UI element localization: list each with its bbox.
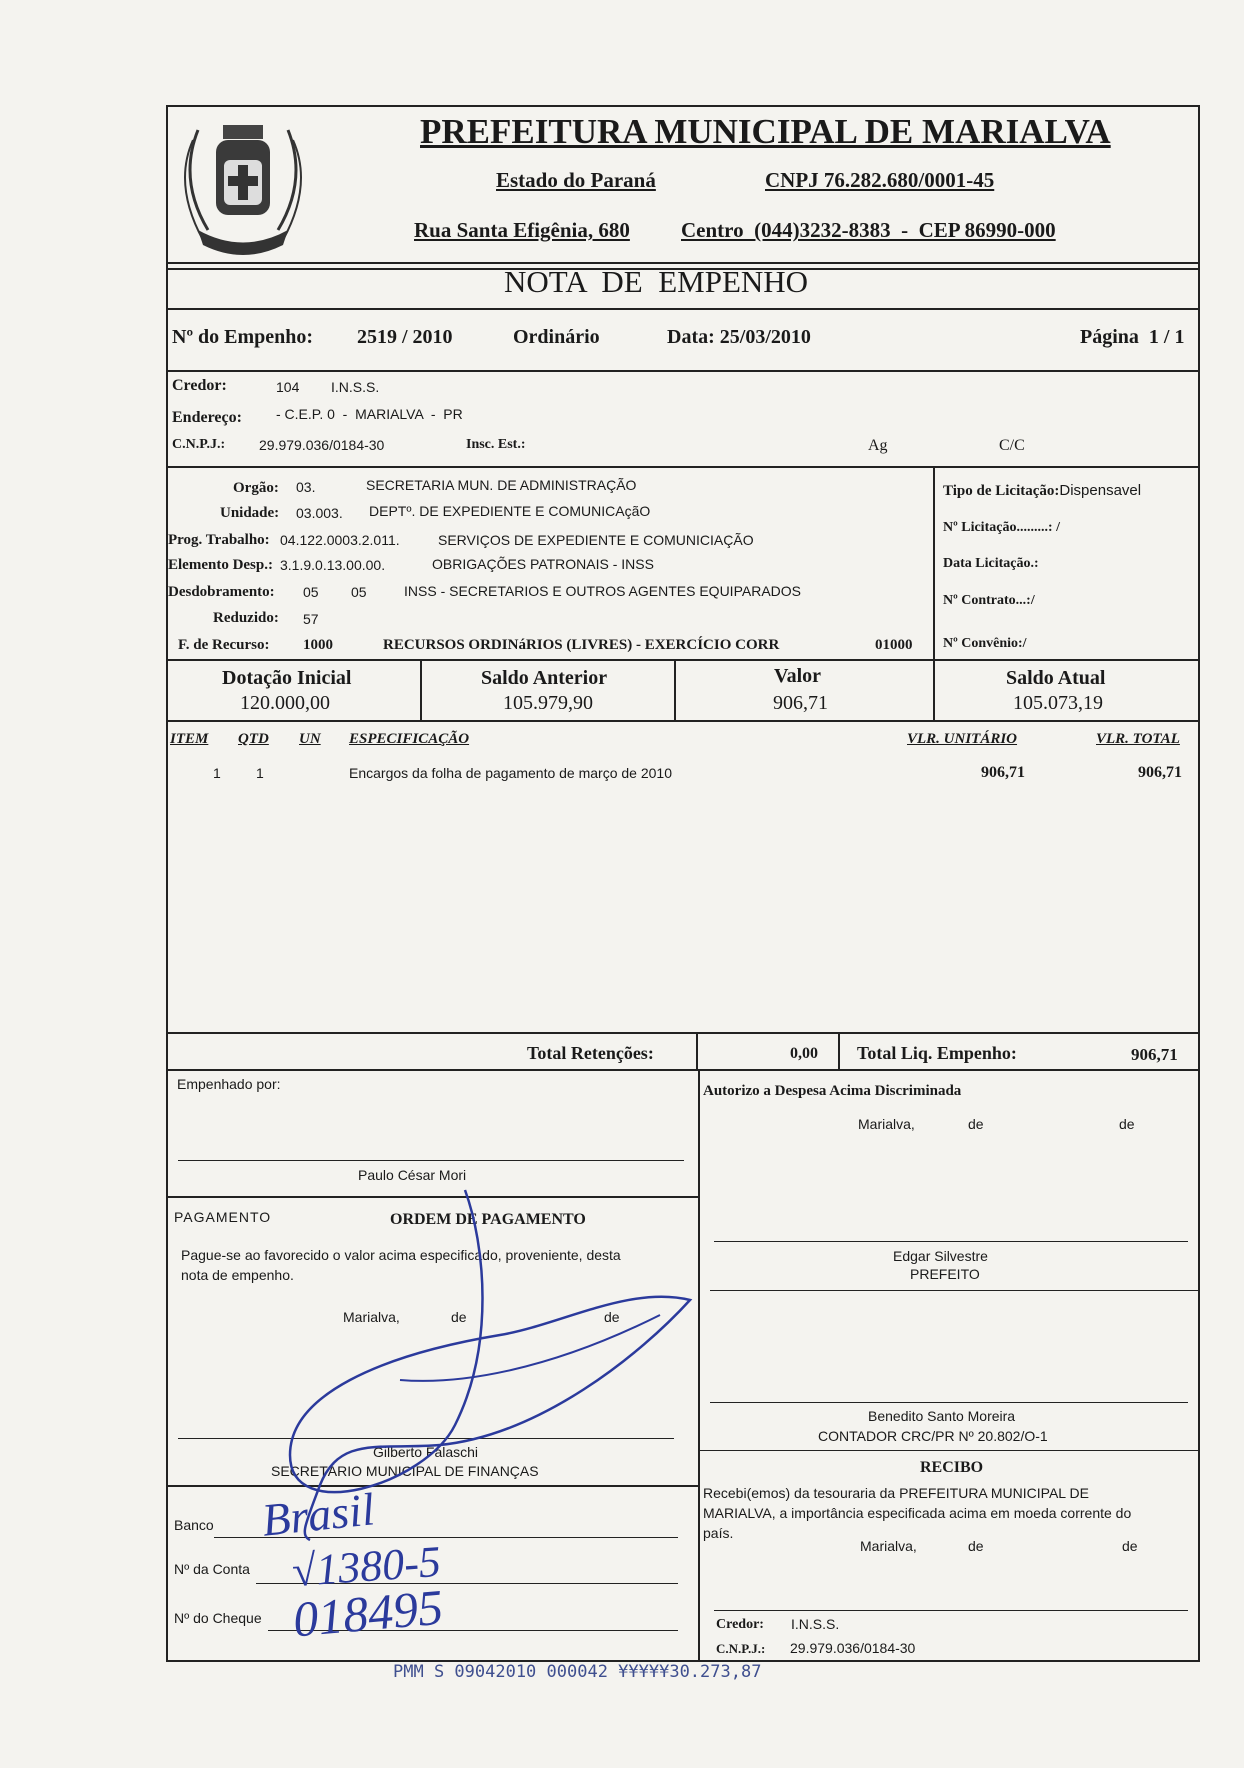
valor-value: 906,71 [773,692,828,714]
empenho-type: Ordinário [513,326,600,348]
recurso-name: RECURSOS ORDINáRIOS (LIVRES) - EXERCÍCIO CORR [383,637,780,653]
tipo-licitacao [943,482,1141,500]
empenho-number-label: Nº do Empenho: [172,326,314,348]
contrato: Nº Contrato...:/ [943,593,1035,608]
col-especificacao: ESPECIFICAÇÃO [349,731,470,747]
numero-licitacao: Nº Licitação.........: / [943,520,1060,535]
secretario-title: SECRETÁRIO MUNICIPAL DE FINANÇAS [271,1463,539,1479]
ordem-de2: de [604,1309,620,1325]
dotacao-label: Dotação Inicial [222,667,352,689]
recurso-code: 1000 [303,637,333,653]
ordem-pagamento-label: ORDEM DE PAGAMENTO [390,1211,586,1228]
header-contact: Centro (044)3232-8383 - CEP 86990-000 [681,218,1056,242]
cheque-label: Nº do Cheque [174,1610,262,1626]
saldo-atual-value: 105.073,19 [1013,692,1103,714]
credor-label: Credor: [172,377,227,394]
saldo-anterior-label: Saldo Anterior [481,667,608,689]
recibo-credor-value: I.N.S.S. [791,1616,840,1632]
orgao-label: Orgão: [233,480,279,496]
recibo-text-1: Recebi(emos) da tesouraria da PREFEITURA MUNICIPAL DE [703,1485,1089,1501]
prog-label: Prog. Trabalho: [168,532,270,548]
recibo-cnpj-label: C.N.P.J.: [716,1641,766,1656]
banco-label: Banco [174,1517,214,1533]
col-vlr-unitario: VLR. UNITÁRIO [907,731,1018,747]
endereco-value: - C.E.P. 0 - MARIALVA - PR [276,406,463,422]
cc-label: C/C [999,437,1025,454]
prog-code: 04.122.0003.2.011. [280,532,400,548]
recibo-de1: de [968,1538,984,1554]
ordem-city: Marialva, [343,1309,400,1325]
recibo-text-3: país. [703,1525,734,1541]
ordem-de1: de [451,1309,467,1325]
elem-name: OBRIGAÇÕES PATRONAIS - INSS [432,556,654,572]
stamp-text: PMM S 09042010 000042 ¥¥¥¥¥30.273,87 [393,1662,762,1682]
row-qtd: 1 [256,765,264,781]
row-especificacao: Encargos da folha de pagamento de março de 2010 [349,765,673,781]
cnpj-label: C.N.P.J.: [172,437,226,452]
autorizo-label: Autorizo a Despesa Acima Discriminada [703,1083,962,1099]
recibo-text-2: MARIALVA, a importância especificada acima em moeda corrente do [703,1505,1132,1521]
pague-text: Pague-se ao favorecido o valor acima especificado, proveniente, desta [181,1247,621,1263]
desd-name: INSS - SECRETARIOS E OUTROS AGENTES EQUIPARADOS [404,583,801,599]
row-vlr-total: 906,71 [1138,764,1182,781]
dotacao-value: 120.000,00 [240,692,330,714]
total-liq-label: Total Liq. Empenho: [857,1043,1017,1063]
col-un: UN [299,731,321,747]
data-licitacao: Data Licitação.: [943,556,1039,571]
orgao-code: 03. [296,479,316,495]
unidade-code: 03.003. [296,505,343,521]
signatory-paulo: Paulo César Mori [358,1167,467,1183]
col-item: ITEM [170,731,209,747]
convenio: Nº Convênio:/ [943,636,1027,651]
banco-handwritten: Brasil [259,1483,377,1546]
header-title: PREFEITURA MUNICIPAL DE MARIALVA [420,112,1111,151]
desd-a: 05 [303,584,319,600]
col-qtd: QTD [238,731,269,747]
pagamento-label: PAGAMENTO [174,1209,272,1225]
items-box [166,720,1200,1034]
conta-label: Nº da Conta [174,1561,250,1577]
credor-code: 104 [276,379,300,395]
desd-label: Desdobramento: [168,584,275,600]
credor-name: I.N.S.S. [331,379,380,395]
empenhado-por-label: Empenhado por: [177,1076,281,1092]
recibo-cnpj-value: 29.979.036/0184-30 [790,1640,916,1656]
autorizo-de2: de [1119,1116,1135,1132]
recibo-credor-label: Credor: [716,1617,764,1632]
orgao-name: SECRETARIA MUN. DE ADMINISTRAÇÃO [366,477,637,493]
elem-code: 3.1.9.0.13.00.00. [280,557,386,573]
prefeito-title: PREFEITO [910,1266,980,1282]
desd-b: 05 [351,584,367,600]
saldo-anterior-value: 105.979,90 [503,692,593,714]
retencoes-label: Total Retenções: [527,1043,654,1063]
total-liq-value: 906,71 [1131,1045,1178,1064]
signature-scribble-icon [260,1185,680,1545]
reduzido-value: 57 [303,611,319,627]
col-vlr-total: VLR. TOTAL [1096,731,1180,747]
tipo-licitacao-value: Dispensavel [1059,482,1142,499]
marialva-coat-of-arms-icon [168,110,318,260]
document-title: NOTA DE EMPENHO [504,264,809,299]
unidade-name: DEPTº. DE EXPEDIENTE E COMUNICAçãO [369,503,651,519]
recibo-city: Marialva, [860,1538,917,1554]
valor-label: Valor [774,665,822,687]
recurso-label: F. de Recurso: [178,637,270,653]
header-address: Rua Santa Efigênia, 680 [414,218,630,242]
cnpj-value: 29.979.036/0184-30 [259,437,385,453]
reduzido-label: Reduzido: [213,610,279,626]
row-vlr-unitario: 906,71 [981,764,1025,781]
empenho-number: 2519 / 2010 [357,326,453,348]
signatory-gilberto: Gilberto Falaschi [373,1444,479,1460]
autorizo-de1: de [968,1116,984,1132]
prog-name: SERVIÇOS DE EXPEDIENTE E COMUNICIAÇÃO [438,532,754,548]
contador-title: CONTADOR CRC/PR Nº 20.802/O-1 [818,1428,1048,1444]
header-cnpj: CNPJ 76.282.680/0001-45 [765,168,995,192]
elem-label: Elemento Desp.: [168,557,273,573]
saldo-atual-label: Saldo Atual [1006,667,1106,689]
pague-text2: nota de empenho. [181,1267,294,1283]
unidade-label: Unidade: [220,505,280,521]
recibo-de2: de [1122,1538,1138,1554]
recibo-label: RECIBO [920,1459,984,1476]
signatory-benedito: Benedito Santo Moreira [868,1408,1016,1424]
signatory-edgar: Edgar Silvestre [893,1248,988,1264]
tipo-licitacao-label: Tipo de Licitação: [943,483,1060,499]
row-item: 1 [213,765,221,781]
conta-handwritten: √1380-5 [290,1536,443,1597]
insc-label: Insc. Est.: [466,437,526,452]
ag-label: Ag [868,437,888,454]
cheque-handwritten: 018495 [290,1578,446,1648]
totals-row [166,1032,1200,1071]
header-state: Estado do Paraná [496,168,656,192]
empenho-date: Data: 25/03/2010 [667,326,811,348]
retencoes-value: 0,00 [790,1045,818,1062]
page-number: Página 1 / 1 [1080,326,1185,348]
recurso-code2: 01000 [875,637,913,653]
autorizo-city: Marialva, [858,1116,915,1132]
endereco-label: Endereço: [172,409,242,426]
